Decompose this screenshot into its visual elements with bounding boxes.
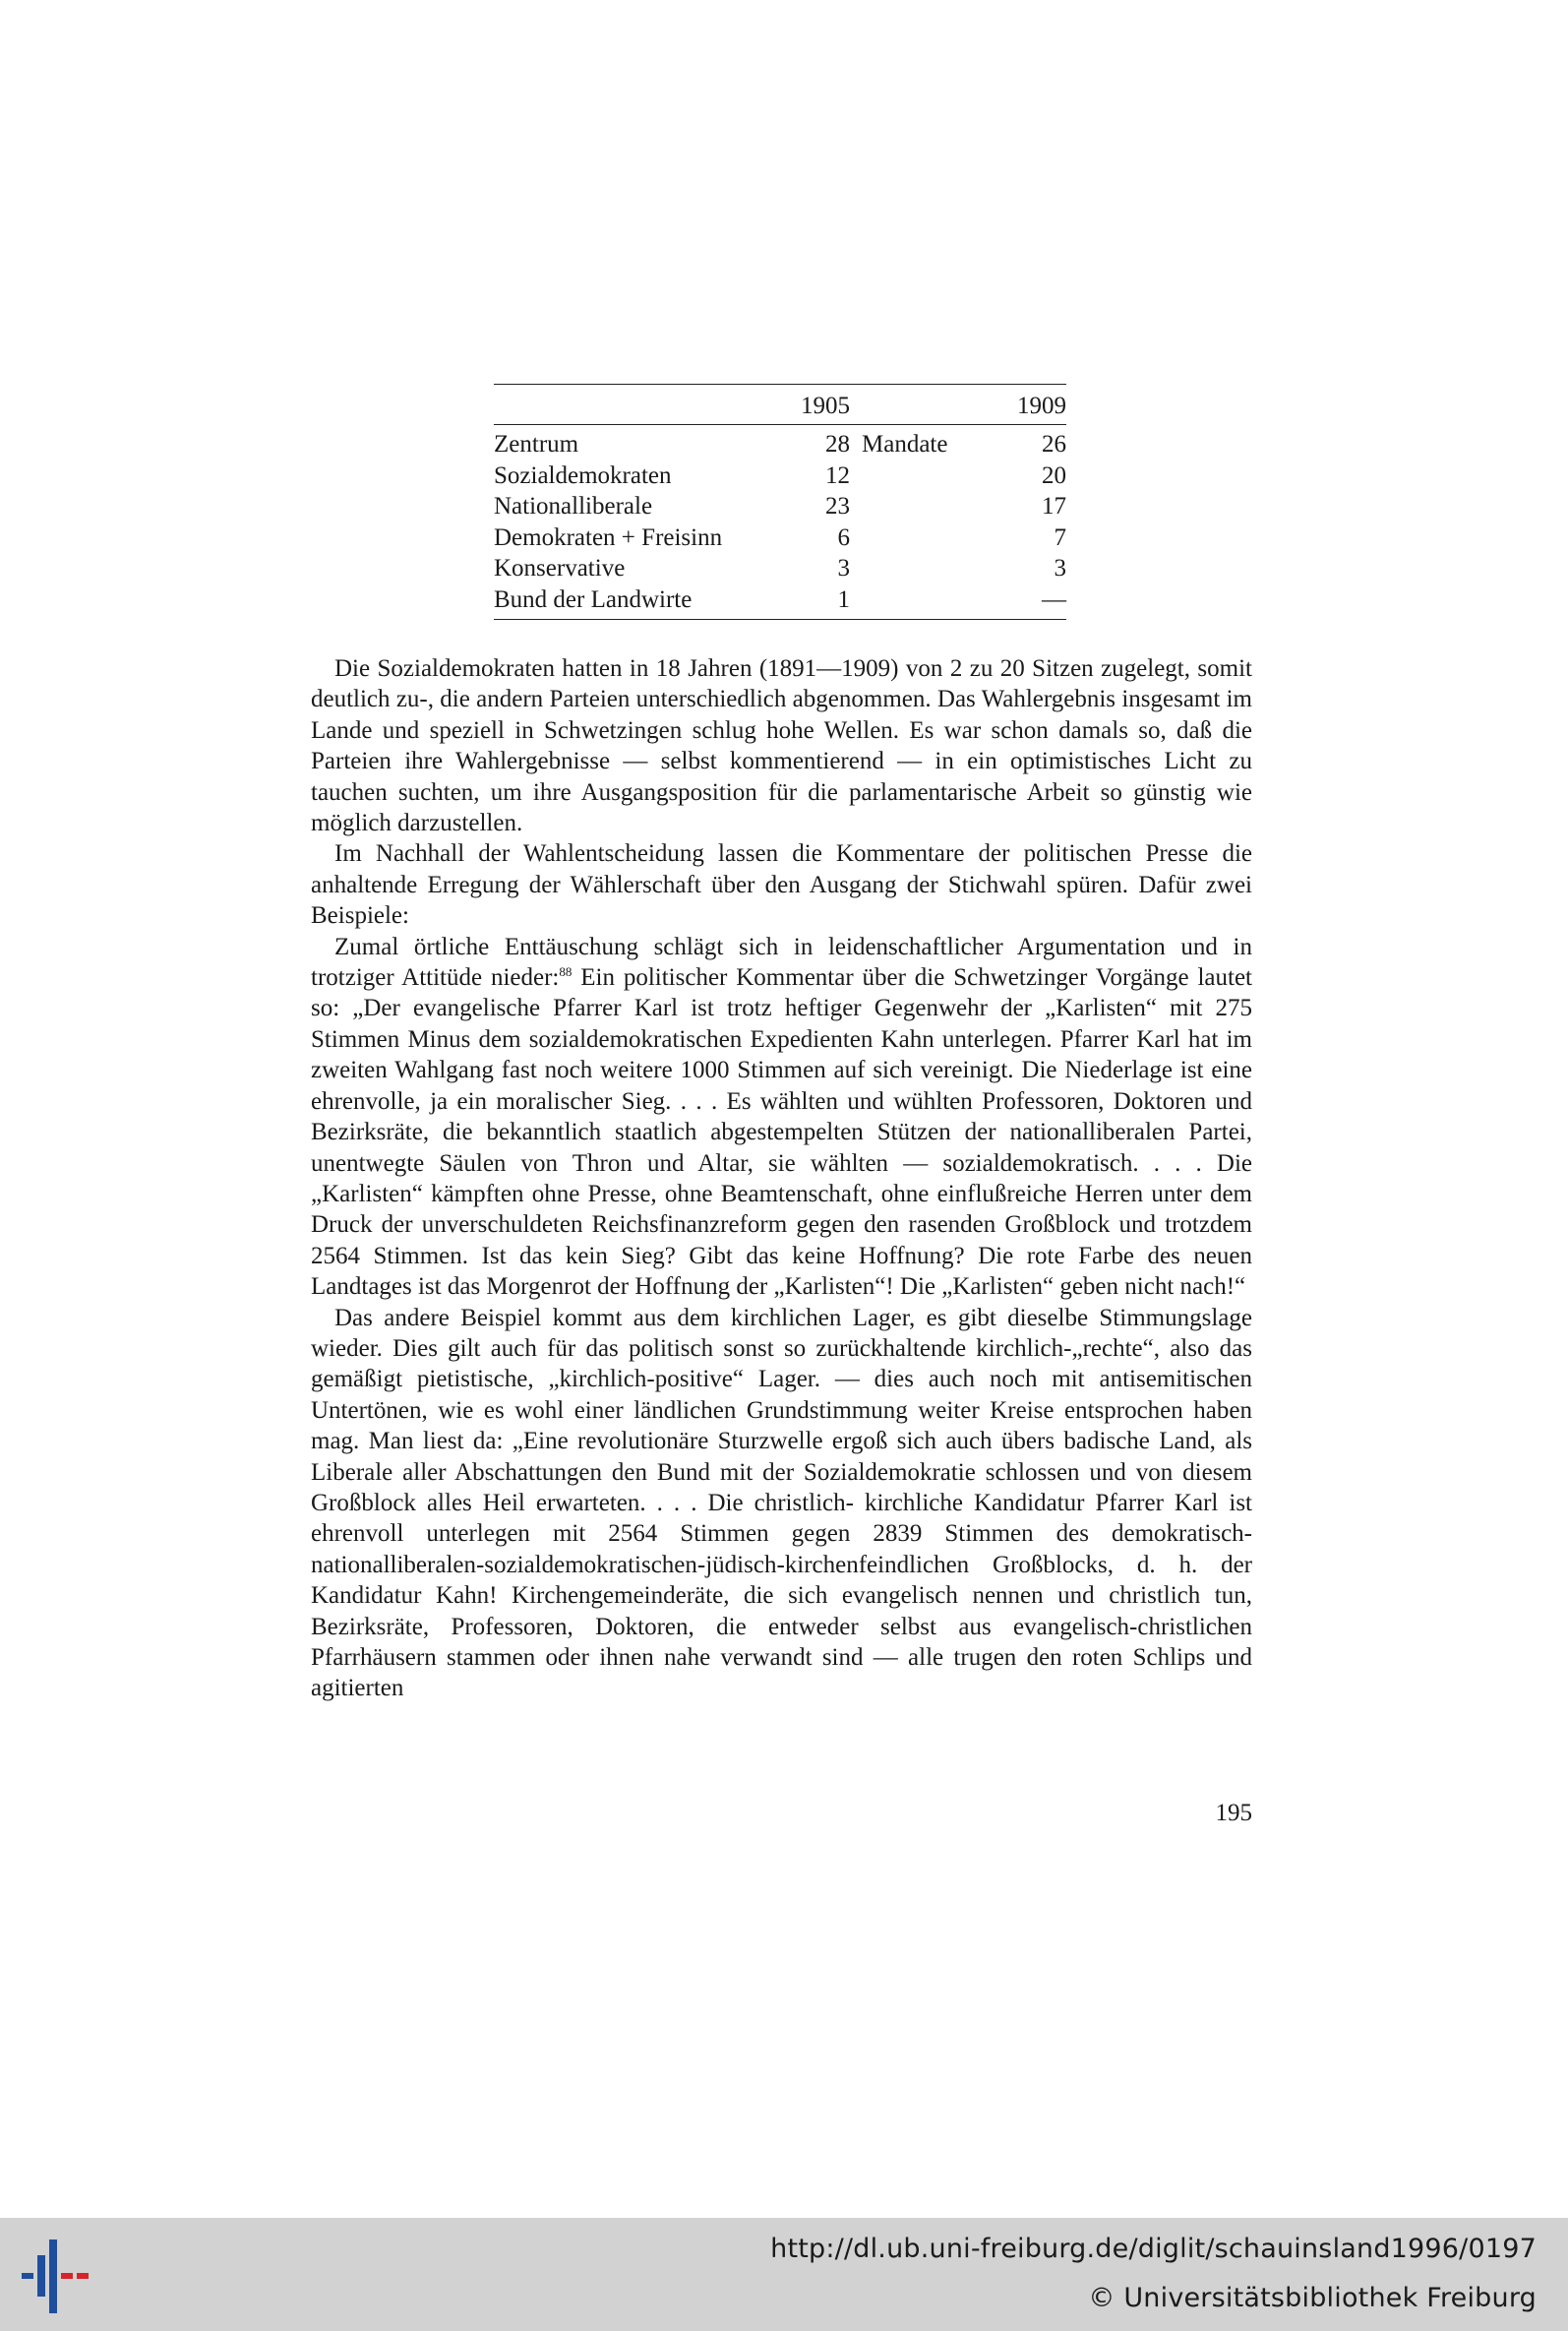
table-row: [494, 522, 1066, 554]
party-name: Bund der Landwirte: [494, 585, 693, 613]
seats-1905: 28: [825, 431, 850, 458]
paragraph-text: Ein politischer Kommentar über die Schwetzinger Vorgänge lautet so: „Der evangelische Pfarrer Karl ist trotz heftiger Gegenwehr der „Karlisten“ mit 275 Stimmen Minus dem sozialdemokratischen Expedienten Kahn unterlegen. Pfarrer Karl hat im zweiten Wahlgang fast noch weitere 1000 Stimmen auf sich vereinigt. Die Niederlage ist eine ehrenvolle, ja ein moralischer Sieg. . . . Es wählten und wühlten Professoren, Doktoren und Bezirksräte, die bekanntlich staatlich abgestempelten Stützen der nationalliberalen Partei, unentwegte Säulen von Thron und Altar, sie wählten — sozialdemokratisch. . . . Die „Karlisten“ kämpften ohne Presse, ohne Beamtenschaft, ohne einflußreiche Herren unter dem Druck der unverschuldeten Reichsfinanzreform gegen den rasenden Großblock und trotzdem 2564 Stimmen. Ist das kein Sieg? Gibt das keine Hoffnung? Die rote Farbe des neuen Landtages ist das Morgenrot der Hoffnung der „Karlisten“! Die „Karlisten“ geben nicht nach!“: [311, 964, 1252, 1301]
paragraph: Die Sozialdemokraten hatten in 18 Jahren (1891—1909) von 2 zu 20 Sitzen zugelegt, somit deutlich zu-, die andern Parteien unterschiedlich abgenommen. Das Wahlergebnis insgesamt im Lande und speziell in Schwetzingen schlug hohe Wellen. Es war schon damals so, daß die Parteien ihre Wahlergebnisse — selbst kommentierend — in ein optimistisches Licht zu tauchen suchten, um ihre Ausgangsposition für die parlamentarische Arbeit so günstig wie möglich darzustellen.: [311, 655, 1252, 837]
seats-1909: 17: [1042, 493, 1066, 520]
paragraph: Das andere Beispiel kommt aus dem kirchlichen Lager, es gibt dieselbe Stimmungslage wieder. Dies gilt auch für das politisch sonst so zurückhaltende kirchlich-„rechte“, also das gemäßigt pietistische, „kirchlich-positive“ Lager. — dies auch noch mit antisemitischen Untertönen, wie es wohl einer ländlichen Grundstimmung weiter Kreise entsprochen haben mag. Man liest da: „Eine revolutionäre Sturzwelle ergoß sich auch übers badische Land, als Liberale aller Abschattungen den Bund mit der Sozialdemokratie schlossen und von diesem Großblock alles Heil erwarteten. . . . Die christlich- kirchliche Kandidatur Pfarrer Karl ist ehrenvoll unterlegen mit 2564 Stimmen gegen 2839 Stimmen des demokratisch-nationalliberalen-sozialdemokratischen-jüdisch-kirchenfeindlichen Großblocks, d. h. der Kandidatur Kahn! Kirchengemeinderäte, die sich evangelisch nennen und christlich tun, Bezirksräte, Professoren, Doktoren, die entweder selbst aus evangelisch-christlichen Pfarrhäusern stammen oder ihnen nahe verwandt sind — alle trugen den roten Schlips und agitierten: [311, 1304, 1252, 1702]
ub-freiburg-logo-icon: [22, 2239, 100, 2313]
table-row: [494, 460, 1066, 492]
seats-1905: 23: [825, 493, 850, 520]
source-url-link[interactable]: http://dl.ub.uni-freiburg.de/diglit/schauinsland1996/0197: [770, 2234, 1537, 2264]
election-results-table: [494, 384, 1066, 620]
party-name: Zentrum: [494, 431, 579, 458]
copyright-notice: © Universitätsbibliothek Freiburg: [1088, 2283, 1537, 2313]
header-1909: 1909: [1017, 393, 1066, 419]
seats-1909: —: [1042, 585, 1066, 613]
seats-1909: 26: [1042, 431, 1066, 458]
body-text: [311, 653, 1252, 1704]
paragraph: [311, 932, 1252, 1303]
seats-1909: 20: [1042, 461, 1066, 489]
unit-label: Mandate: [862, 431, 948, 458]
seats-1905: 12: [825, 461, 850, 489]
paragraph: Im Nachhall der Wahlentscheidung lassen die Kommentare der politischen Presse die anhaltende Erregung der Wählerschaft über den Ausgang der Stichwahl spüren. Dafür zwei Beispiele:: [311, 840, 1252, 930]
seats-1905: 6: [837, 523, 850, 551]
page-number: 195: [1215, 1800, 1252, 1826]
party-name: Sozialdemokraten: [494, 461, 672, 489]
seats-1905: 1: [837, 585, 850, 613]
table-row: [494, 553, 1066, 584]
party-name: Nationalliberale: [494, 493, 653, 520]
table-body: [494, 425, 1066, 619]
table-row: [494, 584, 1066, 616]
footnote-marker: 88: [559, 964, 573, 980]
seats-1909: 7: [1054, 523, 1066, 551]
seats-1905: 3: [837, 555, 850, 582]
table-row: [494, 491, 1066, 522]
party-name: Demokraten + Freisinn: [494, 523, 723, 551]
footer-bar: [0, 2218, 1568, 2331]
party-name: Konservative: [494, 555, 626, 582]
table-row: [494, 429, 1066, 460]
header-1905: 1905: [801, 393, 850, 419]
table-header: [494, 385, 1066, 424]
table-bottom-rule: [494, 619, 1066, 620]
seats-1909: 3: [1054, 555, 1066, 582]
paragraph-text: Zumal örtliche Enttäuschung schlägt sich in leidenschaftlicher Argumentation und in trotziger Attitüde nieder:: [311, 933, 1252, 992]
